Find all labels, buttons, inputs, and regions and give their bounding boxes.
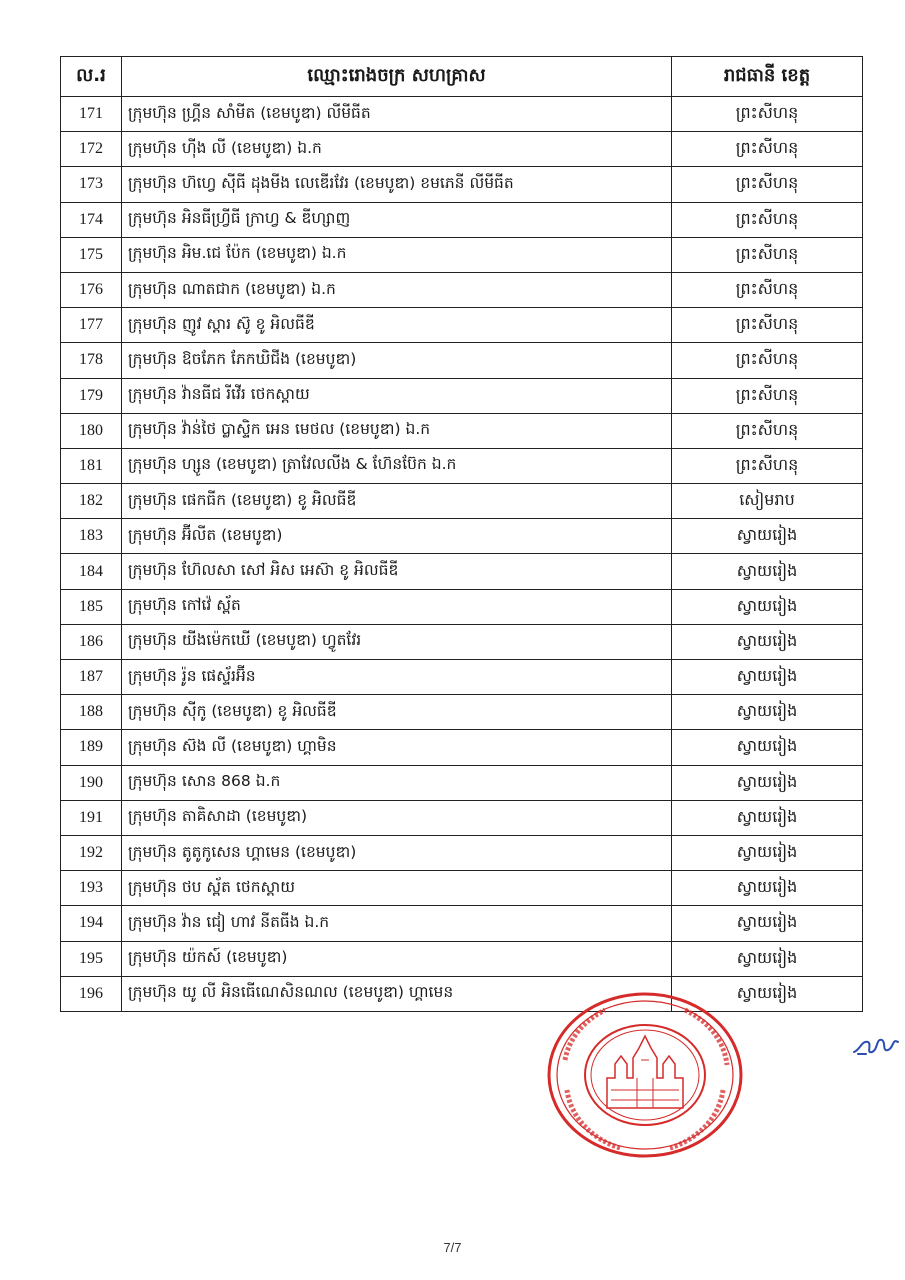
province-name: ព្រះសីហនុ — [672, 167, 863, 202]
table-header-row — [61, 57, 863, 97]
company-name: ក្រុមហ៊ុន ហ្គ្រីន សាំមីត (ខេមបូឌា) លីមីធីត — [122, 97, 672, 132]
row-number: 185 — [61, 589, 122, 624]
company-name: ក្រុមហ៊ុន យូ លី អិនធើណេសិនណល (ខេមបូឌា) ហ្គាមេន — [122, 976, 672, 1011]
table-row — [61, 308, 863, 343]
row-number: 194 — [61, 906, 122, 941]
company-name: ក្រុមហ៊ុន វ៉ានធីជ រីវើរ ថេកស្តាយ — [122, 378, 672, 413]
company-name: ក្រុមហ៊ុន យីងម៉េកឃើ (ខេមបូឌា) ហ្វូតវែរ — [122, 624, 672, 659]
row-number: 183 — [61, 519, 122, 554]
table-row — [61, 132, 863, 167]
row-number: 180 — [61, 413, 122, 448]
table-row — [61, 343, 863, 378]
table-row — [61, 800, 863, 835]
table-row — [61, 484, 863, 519]
province-name: ព្រះសីហនុ — [672, 97, 863, 132]
province-name: ស្វាយរៀង — [672, 695, 863, 730]
row-number: 188 — [61, 695, 122, 730]
row-number: 189 — [61, 730, 122, 765]
header-number: ល.រ — [61, 57, 122, 97]
province-name: ស្វាយរៀង — [672, 624, 863, 659]
province-name: ស្វាយរៀង — [672, 941, 863, 976]
company-table — [60, 56, 863, 1012]
header-province: រាជធានី ខេត្ត — [672, 57, 863, 97]
official-seal-icon — [545, 990, 745, 1160]
row-number: 175 — [61, 237, 122, 272]
row-number: 176 — [61, 272, 122, 307]
company-name: ក្រុមហ៊ុន ហ៊ីង លី (ខេមបូឌា) ឯ.ក — [122, 132, 672, 167]
province-name: ស្វាយរៀង — [672, 660, 863, 695]
row-number: 184 — [61, 554, 122, 589]
row-number: 174 — [61, 202, 122, 237]
company-name: ក្រុមហ៊ុន ហ្សូន (ខេមបូឌា) ត្រាវែលលីង & ហ៊ែនប៊ែក ឯ.ក — [122, 448, 672, 483]
row-number: 187 — [61, 660, 122, 695]
table-row — [61, 378, 863, 413]
company-name: ក្រុមហ៊ុន ញូវ ស្តារ ស៊ូ ខូ អិលធីឌី — [122, 308, 672, 343]
company-name: ក្រុមហ៊ុន ណាតជាក (ខេមបូឌា) ឯ.ក — [122, 272, 672, 307]
company-name: ក្រុមហ៊ុន រ៉ូន ផេស្ទ័រអ៊ីន — [122, 660, 672, 695]
table-row — [61, 167, 863, 202]
province-name: ព្រះសីហនុ — [672, 132, 863, 167]
row-number: 192 — [61, 835, 122, 870]
province-name: ស្វាយរៀង — [672, 976, 863, 1011]
company-name: ក្រុមហ៊ុន ស៊ង លី (ខេមបូឌា) ហ្គាមិន — [122, 730, 672, 765]
province-name: ស្វាយរៀង — [672, 730, 863, 765]
table-row — [61, 624, 863, 659]
province-name: ស្វាយរៀង — [672, 554, 863, 589]
company-name: ក្រុមហ៊ុន ថប ស្ព័ត ថេកស្តាយ — [122, 871, 672, 906]
table-row — [61, 554, 863, 589]
province-name: ស្វាយរៀង — [672, 765, 863, 800]
company-name: ក្រុមហ៊ុន តូតូកូសេន ហ្គាមេន (ខេមបូឌា) — [122, 835, 672, 870]
province-name: ព្រះសីហនុ — [672, 448, 863, 483]
table-row — [61, 835, 863, 870]
company-name: ក្រុមហ៊ុន វ៉ាន់ថៃ ប្លាស្ទិក អេន មេថល (ខេមបូឌា) ឯ.ក — [122, 413, 672, 448]
header-company-name: ឈ្មោះរោងចក្រ សហគ្រាស — [122, 57, 672, 97]
table-row — [61, 589, 863, 624]
row-number: 171 — [61, 97, 122, 132]
row-number: 182 — [61, 484, 122, 519]
table-row — [61, 448, 863, 483]
table-row — [61, 695, 863, 730]
table-row — [61, 765, 863, 800]
row-number: 181 — [61, 448, 122, 483]
table-row — [61, 871, 863, 906]
page-number: 7/7 — [443, 1240, 462, 1255]
company-name: ក្រុមហ៊ុន សោន 868 ឯ.ក — [122, 765, 672, 800]
row-number: 186 — [61, 624, 122, 659]
company-name: ក្រុមហ៊ុន ហ៊ហ្វេ ស៊ីធី ដុងមីង លេឌើរវែរ (ខេមបូឌា) ខមភេនី លីមីធីត — [122, 167, 672, 202]
province-name: ស្វាយរៀង — [672, 871, 863, 906]
province-name: ព្រះសីហនុ — [672, 202, 863, 237]
province-name: ព្រះសីហនុ — [672, 308, 863, 343]
province-name: ព្រះសីហនុ — [672, 343, 863, 378]
province-name: ស្វាយរៀង — [672, 800, 863, 835]
table-row — [61, 272, 863, 307]
row-number: 172 — [61, 132, 122, 167]
company-name: ក្រុមហ៊ុន តាគិសាដា (ខេមបូឌា) — [122, 800, 672, 835]
company-name: ក្រុមហ៊ុន ឱចភែក ភែកឃិជីង (ខេមបូឌា) — [122, 343, 672, 378]
table-row — [61, 519, 863, 554]
province-name: ស្វាយរៀង — [672, 835, 863, 870]
row-number: 190 — [61, 765, 122, 800]
province-name: ស្វាយរៀង — [672, 589, 863, 624]
table-row — [61, 730, 863, 765]
company-name: ក្រុមហ៊ុន អិម.ជេ ប៉ែក (ខេមបូឌា) ឯ.ក — [122, 237, 672, 272]
province-name: ព្រះសីហនុ — [672, 378, 863, 413]
table-row — [61, 237, 863, 272]
row-number: 177 — [61, 308, 122, 343]
row-number: 191 — [61, 800, 122, 835]
province-name: ព្រះសីហនុ — [672, 237, 863, 272]
province-name: សៀមរាប — [672, 484, 863, 519]
table-row — [61, 202, 863, 237]
table-row — [61, 413, 863, 448]
company-name: ក្រុមហ៊ុន វ៉ាន ជៀ ហាវ នីតធីង ឯ.ក — [122, 906, 672, 941]
row-number: 178 — [61, 343, 122, 378]
company-name: ក្រុមហ៊ុន ហ៊ែលសា សៅ អិស អេស៊ា ខូ អិលធីឌី — [122, 554, 672, 589]
row-number: 195 — [61, 941, 122, 976]
province-name: ស្វាយរៀង — [672, 906, 863, 941]
table-row — [61, 97, 863, 132]
row-number: 179 — [61, 378, 122, 413]
company-name: ក្រុមហ៊ុន ផេកធីក (ខេមបូឌា) ខូ អិលធីឌី — [122, 484, 672, 519]
row-number: 193 — [61, 871, 122, 906]
row-number: 173 — [61, 167, 122, 202]
row-number: 196 — [61, 976, 122, 1011]
company-name: ក្រុមហ៊ុន កៅវ៉េ ស្ព័ត — [122, 589, 672, 624]
province-name: ព្រះសីហនុ — [672, 413, 863, 448]
company-name: ក្រុមហ៊ុន អិនធីហ្វ្រីធី ក្រាហ្វ & ឌីហ្សាញ — [122, 202, 672, 237]
company-name: ក្រុមហ៊ុន ស៊ីកូ (ខេមបូឌា) ខូ អិលធីឌី — [122, 695, 672, 730]
company-name: ក្រុមហ៊ុន អ៊ីលីត (ខេមបូឌា) — [122, 519, 672, 554]
table-row — [61, 660, 863, 695]
signature-icon — [852, 1030, 902, 1058]
province-name: ព្រះសីហនុ — [672, 272, 863, 307]
table-row — [61, 906, 863, 941]
province-name: ស្វាយរៀង — [672, 519, 863, 554]
company-name: ក្រុមហ៊ុន យ៉កស៍ (ខេមបូឌា) — [122, 941, 672, 976]
table-row — [61, 941, 863, 976]
